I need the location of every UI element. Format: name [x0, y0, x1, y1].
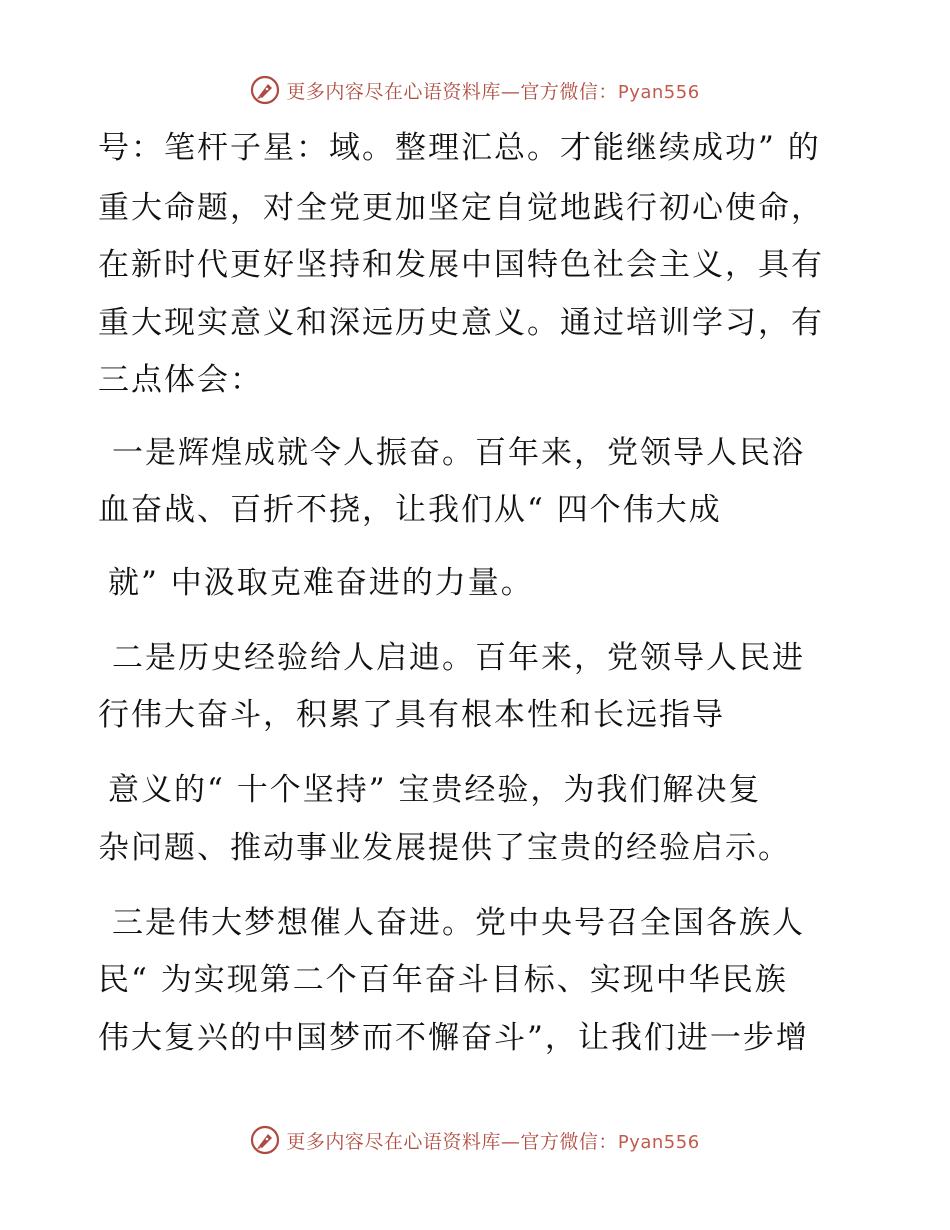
banner-separator: —: [500, 1130, 521, 1153]
text-line: 号：笔杆子星：域。整理汇总。才能继续成功” 的: [98, 130, 821, 166]
banner-separator: —: [500, 80, 521, 103]
text-line: 重大现实意义和深远历史意义。通过培训学习，有: [98, 305, 824, 341]
banner-slogan: 更多内容尽在心语资料库: [286, 80, 501, 103]
footer-banner: [0, 1120, 950, 1160]
text-line: 血奋战、百折不挠，让我们从“ 四个伟大成: [98, 492, 722, 528]
text-line: 伟大复兴的中国梦而不懈奋斗”，让我们进一步增: [98, 1020, 809, 1056]
text-line: 在新时代更好坚持和发展中国特色社会主义，具有: [98, 247, 824, 283]
banner-slogan: 更多内容尽在心语资料库: [286, 1130, 501, 1153]
text-line: 杂问题、推动事业发展提供了宝贵的经验启示。: [98, 830, 791, 866]
banner-wechat-label: 官方微信：: [520, 80, 618, 103]
text-line: 三点体会：: [98, 362, 263, 398]
text-line: 一是辉煌成就令人振奋。百年来，党领导人民浴: [112, 435, 805, 471]
text-line: 民“ 为实现第二个百年奋斗目标、实现中华民族: [98, 962, 788, 998]
banner-wechat-id: Pyan556: [617, 81, 700, 103]
text-line: 三是伟大梦想催人奋进。党中央号召全国各族人: [112, 905, 805, 941]
banner-wechat-id: Pyan556: [617, 1131, 700, 1153]
text-line: 就” 中汲取克难奋进的力量。: [108, 565, 534, 601]
text-line: 重大命题，对全党更加坚定自觉地践行初心使命，: [98, 190, 824, 226]
pen-nib-logo-icon: [250, 1125, 280, 1155]
text-line: 行伟大奋斗，积累了具有根本性和长远指导: [98, 697, 725, 733]
banner-wechat-label: 官方微信：: [520, 1130, 618, 1153]
text-line: 意义的“ 十个坚持” 宝贵经验，为我们解决复: [108, 772, 762, 808]
text-line: 二是历史经验给人启迪。百年来，党领导人民进: [112, 640, 805, 676]
banner-text: [286, 1127, 699, 1154]
